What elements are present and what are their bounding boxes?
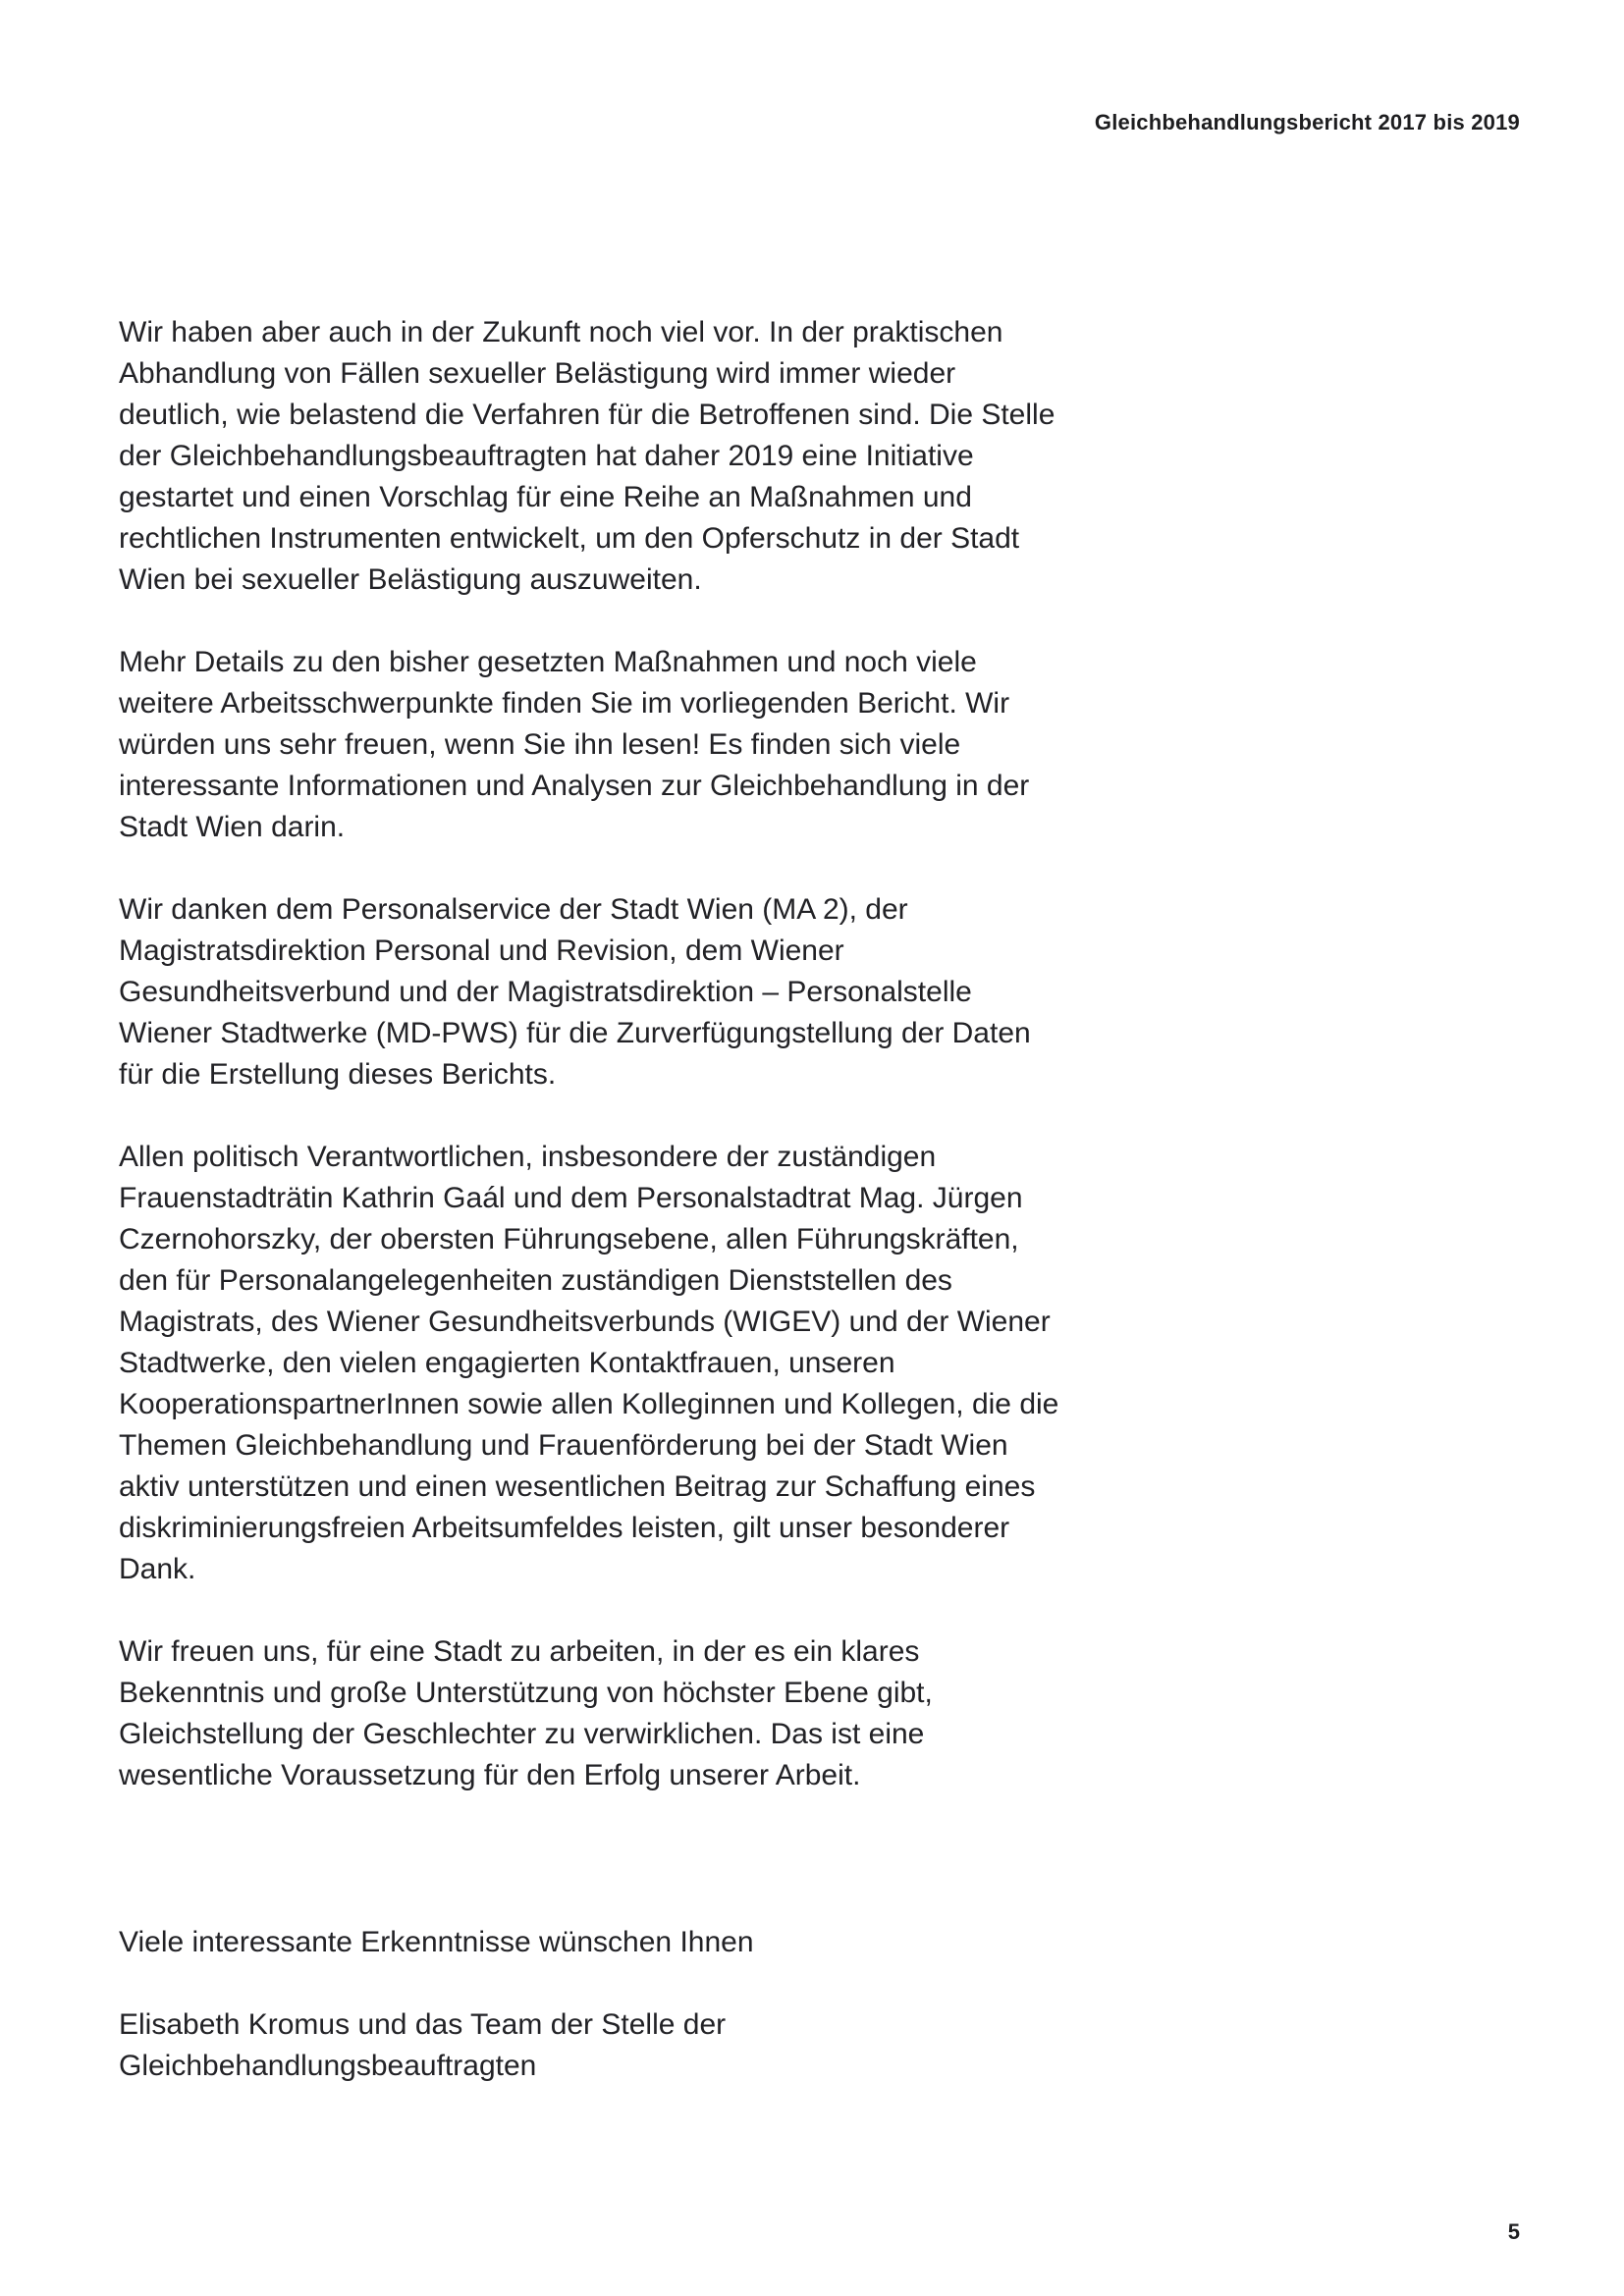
running-header bbox=[119, 110, 1520, 135]
closing-line: Viele interessante Erkenntnisse wünschen Ihnen bbox=[119, 1926, 754, 1958]
body-paragraph: Wir haben aber auch in der Zukunft noch viel vor. In der praktischen Abhandlung von Fällen sexueller Belästigung wird immer wieder deutlich, wie belastend die Verfahren für die Betroffenen sind. Die Stelle der Gleichbehandlungsbeauftragten hat daher 2019 eine Initiative gestartet und einen Vorschlag für eine Reihe an Maßnahmen und rechtlichen Instrumenten entwickelt, um den Opferschutz in der Stadt Wien bei sexueller Belästigung auszuweiten. bbox=[119, 316, 1056, 596]
signature-line: Elisabeth Kromus und das Team der Stelle der Gleichbehandlungsbeauftragten bbox=[119, 2008, 727, 2082]
page-content bbox=[119, 312, 1066, 2087]
page-number: 5 bbox=[1507, 2219, 1520, 2244]
body-paragraph: Wir danken dem Personalservice der Stadt Wien (MA 2), der Magistratsdirektion Personal und Revision, dem Wiener Gesundheitsverbund und der Magistratsdirektion – Personalstelle Wiener Stadtwerke (MD-PWS) für die Zurverfügungstellung der Daten für die Erstellung dieses Berichts. bbox=[119, 893, 1031, 1091]
body-paragraph: Mehr Details zu den bisher gesetzten Maßnahmen und noch viele weitere Arbeitsschwerpunkte finden Sie im vorliegenden Bericht. Wir würden uns sehr freuen, wenn Sie ihn lesen! Es finden sich viele interessante Informationen und Analysen zur Gleichbehandlung in der Stadt Wien darin. bbox=[119, 646, 1030, 843]
body-paragraph: Allen politisch Verantwortlichen, insbesondere der zuständigen Frauenstadträtin Kathrin Gaál und dem Personalstadtrat Mag. Jürgen Czernohorszky, der obersten Führungsebene, allen Führungskräften, den für Personalangelegenheiten zuständigen Dienststellen des Magistrats, des Wiener Gesundheitsverbunds (WIGEV) und der Wiener Stadtwerke, den vielen engagierten Kontaktfrauen, unseren KooperationspartnerInnen sowie allen Kolleginnen und Kollegen, die die Themen Gleichbehandlung und Frauenförderung bei der Stadt Wien aktiv unterstützen und einen wesentlichen Beitrag zur Schaffung eines diskriminierungsfreien Arbeitsumfeldes leisten, gilt unser besonderer Dank. bbox=[119, 1141, 1059, 1585]
running-header-text: Gleichbehandlungsbericht 2017 bis 2019 bbox=[1094, 110, 1520, 134]
body-paragraph: Wir freuen uns, für eine Stadt zu arbeiten, in der es ein klares Bekenntnis und große Unterstützung von höchster Ebene gibt, Gleichstellung der Geschlechter zu verwirklichen. Das ist eine wesentliche Voraussetzung für den Erfolg unserer Arbeit. bbox=[119, 1635, 933, 1791]
